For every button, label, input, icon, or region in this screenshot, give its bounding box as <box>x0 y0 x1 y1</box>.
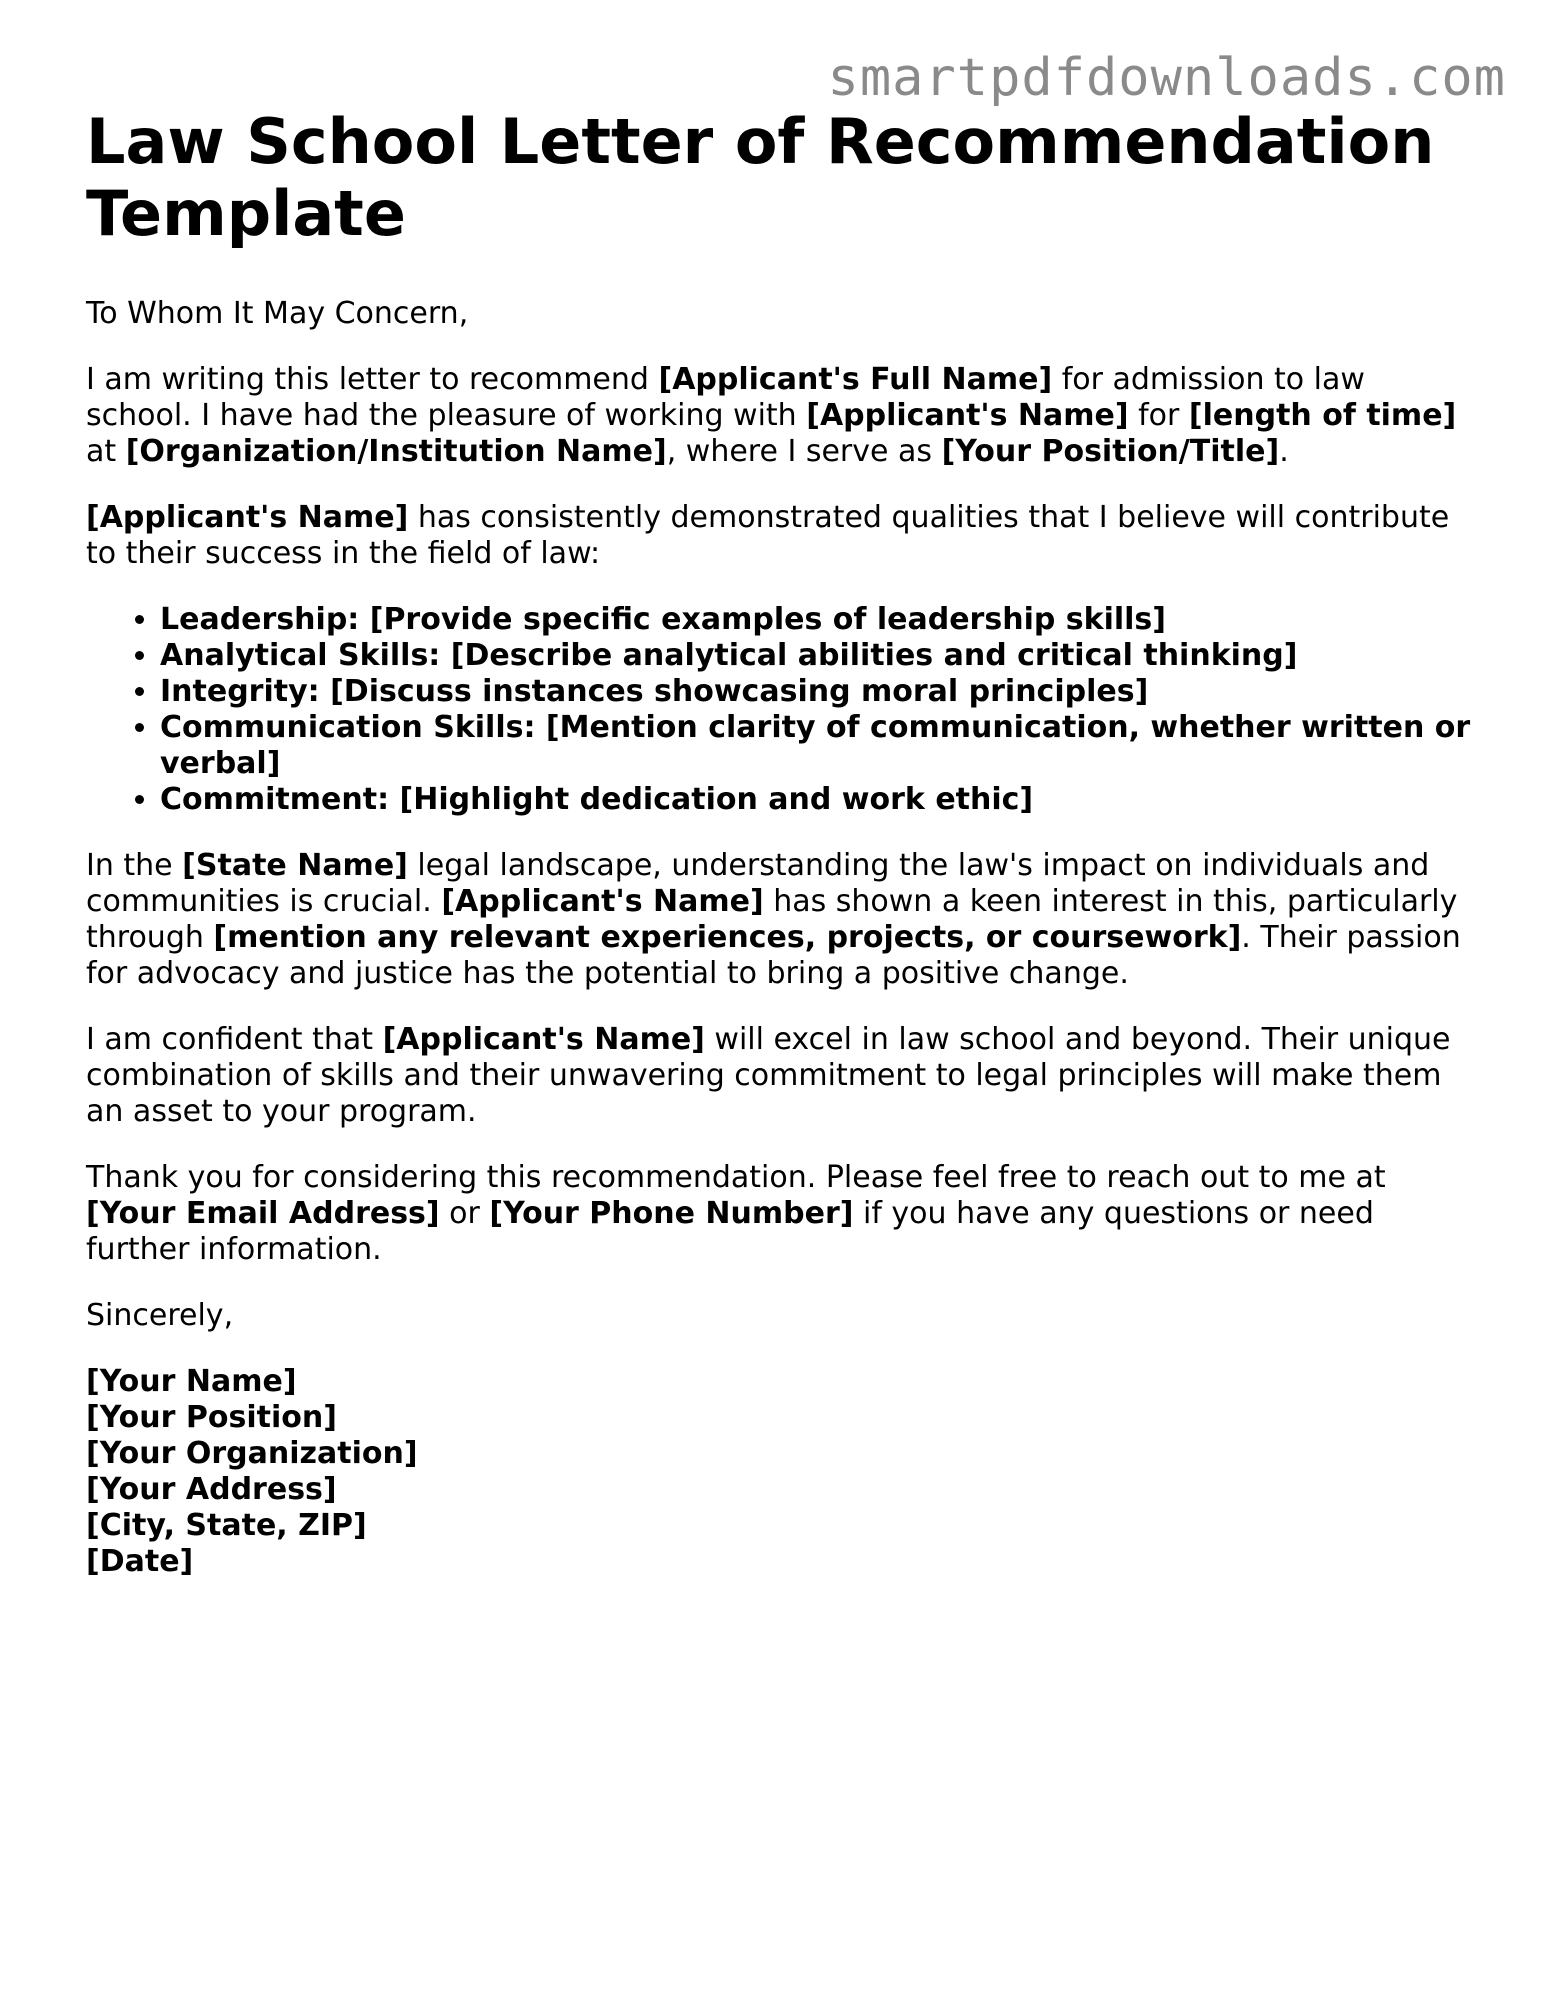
placeholder-organization: [Organization/Institution Name] <box>125 434 667 469</box>
qualities-intro-paragraph: [Applicant's Name] has consistently demonstrated qualities that I believe will contribute to their success in the field of law: <box>86 500 1450 571</box>
signature-name: [Your Name] <box>86 1364 297 1399</box>
placeholder-state-name: [State Name] <box>182 848 408 883</box>
placeholder-applicant-name: [Applicant's Name] <box>441 884 764 919</box>
placeholder-email-address: [Your Email Address] <box>86 1196 440 1231</box>
placeholder-applicant-name: [Applicant's Name] <box>86 500 409 535</box>
list-item-communication-skills: • Communication Skills: [Mention clarity of communication, whether written or verbal] <box>160 710 1476 782</box>
signature-block <box>86 1364 1476 1580</box>
placeholder-length-of-time: [length of time] <box>1188 398 1457 433</box>
contact-paragraph: Thank you for considering this recommendation. Please feel free to reach out to me at [Your Email Address] or [Your Phone Number] if you have any questions or need further information. <box>86 1160 1386 1267</box>
intro-paragraph: I am writing this letter to recommend [Applicant's Full Name] for admission to law school. I have had the pleasure of working with [Applicant's Name] for [length of time] at [Organization/Institution Name], where I serve as [Your Position/Title]. <box>86 362 1457 469</box>
signature-organization: [Your Organization] <box>86 1436 418 1471</box>
list-item-commitment: • Commitment: [Highlight dedication and work ethic] <box>160 782 1476 818</box>
confidence-paragraph: I am confident that [Applicant's Name] will excel in law school and beyond. Their unique combination of skills and their unwavering commitment to legal principles will make them an asset to your program. <box>86 1022 1451 1129</box>
placeholder-your-position-title: [Your Position/Title] <box>941 434 1280 469</box>
placeholder-applicant-full-name: [Applicant's Full Name] <box>658 362 1053 397</box>
signature-city-state-zip: [City, State, ZIP] <box>86 1508 367 1543</box>
placeholder-relevant-experiences: [mention any relevant experiences, projects, or coursework] <box>213 920 1242 955</box>
signature-address: [Your Address] <box>86 1472 337 1507</box>
list-item-leadership: • Leadership: [Provide specific examples of leadership skills] <box>160 602 1476 638</box>
placeholder-applicant-name: [Applicant's Name] <box>382 1022 705 1057</box>
placeholder-applicant-name: [Applicant's Name] <box>806 398 1129 433</box>
closing: Sincerely, <box>86 1298 234 1333</box>
list-item-analytical-skills: • Analytical Skills: [Describe analytical abilities and critical thinking] <box>160 638 1476 674</box>
qualities-list <box>86 602 1476 818</box>
watermark-text: smartpdfdownloads.com <box>827 48 1506 108</box>
list-item-integrity: • Integrity: [Discuss instances showcasing moral principles] <box>160 674 1476 710</box>
page-title: Law School Letter of Recommendation Template <box>86 105 1435 250</box>
letter-document <box>86 106 1476 1610</box>
salutation: To Whom It May Concern, <box>86 296 469 331</box>
signature-date: [Date] <box>86 1544 194 1579</box>
placeholder-phone-number: [Your Phone Number] <box>489 1196 854 1231</box>
state-paragraph: In the [State Name] legal landscape, understanding the law's impact on individuals and communities is crucial. [Applicant's Name] has shown a keen interest in this, particularly through [mention any relevant experiences, projects, or coursework]. Their passion for advocacy and justice has the potential to bring a positive change. <box>86 848 1461 991</box>
signature-position: [Your Position] <box>86 1400 337 1435</box>
